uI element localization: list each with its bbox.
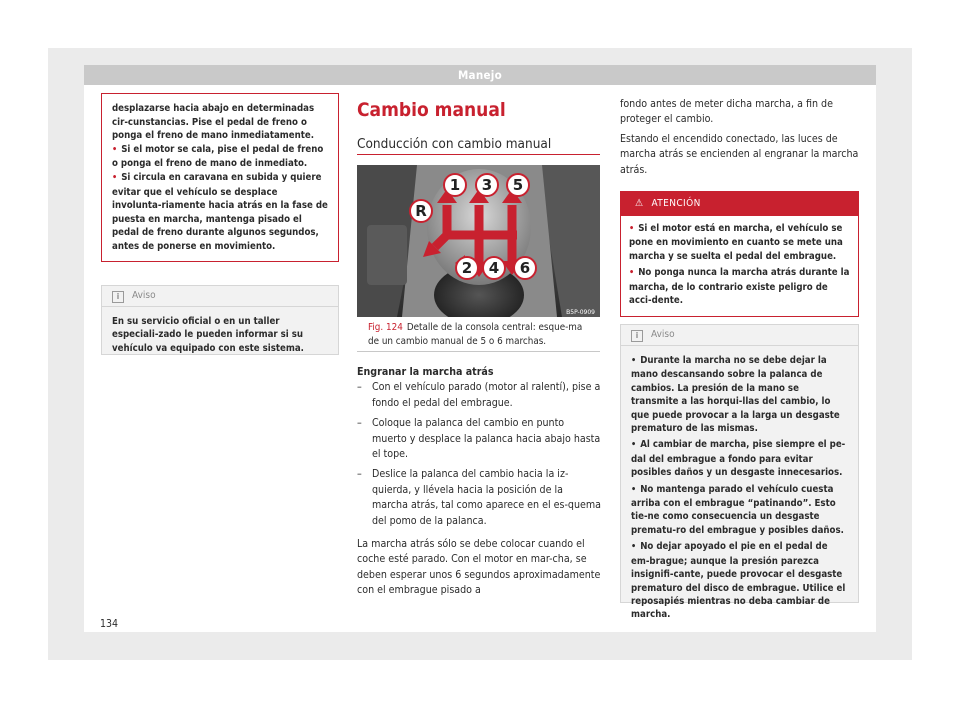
gear-label: 6 — [519, 259, 531, 277]
right-column-text — [620, 97, 860, 182]
gear-label: 1 — [449, 176, 461, 194]
figure-number: Fig. 124 — [368, 322, 403, 333]
section-subtitle: Conducción con cambio manual — [357, 136, 552, 152]
reverse-gear-section — [357, 365, 601, 599]
info-icon: i — [631, 330, 643, 342]
instruction-step: – Deslice la palanca del cambio hacia la iz-quierda, y llévela hacia la posición de la marcha atrás, tal como aparece en el es-quema del pomo de la palanca. — [357, 468, 602, 527]
bullet-icon: • — [631, 484, 637, 495]
warning-bullet-item: • Si el motor está en marcha, el vehículo se pone en movimiento en cuanto se mete una marcha y se suelta el pedal del embrague. — [629, 223, 843, 262]
bullet-icon: • — [631, 542, 637, 553]
aviso-note-body — [621, 346, 858, 633]
bullet-icon: • — [112, 144, 118, 155]
instruction-step: – Coloque la palanca del cambio en punto muerto y desplace la palanca hacia abajo hasta el tope. — [357, 417, 601, 461]
figure-caption: Fig. 124 Detalle de la consola central: esque-ma de un cambio manual de 5 o 6 marchas. — [368, 322, 583, 347]
gear-label: 4 — [488, 259, 500, 277]
body-paragraph: La marcha atrás sólo se debe colocar cuando el coche esté parado. Con el motor en mar-cha, se deben esperar unos 6 segundos aproximadamente con el embrague pisado a — [357, 538, 601, 597]
aviso-note-box — [620, 324, 859, 621]
section-header: Manejo — [84, 65, 876, 85]
info-icon: i — [112, 291, 124, 303]
reverse-gear-heading: Engranar la marcha atrás — [357, 366, 494, 378]
bullet-icon: • — [112, 172, 118, 183]
gear-shift-figure — [357, 165, 600, 317]
aviso-note-header: i Aviso — [102, 286, 338, 307]
warning-paragraph: desplazarse hacia abajo en determinadas cir-cunstancias. Pise el pedal de freno o ponga el freno de mano inmediatamente. — [112, 103, 315, 142]
aviso-note-body: En su servicio oficial o en un taller especiali-zado le pueden informar si su vehículo va equipado con este sistema. — [112, 316, 304, 354]
aviso-note-header: i Aviso — [621, 325, 858, 346]
bullet-icon: • — [631, 440, 637, 451]
aviso-note-box — [101, 285, 339, 355]
atencion-header: ⚠ ATENCIÓN — [621, 192, 858, 216]
warning-continuation-box — [101, 93, 339, 262]
bullet-icon: • — [629, 268, 635, 279]
caption-divider — [357, 351, 600, 352]
figure-code: B5P-0909 — [566, 309, 595, 316]
note-bullet-item: • Durante la marcha no se debe dejar la mano descansando sobre la palanca de cambios. La presión de la mano se transmite a las horqui-llas del cambio, lo que puede provocar a la larga un desgaste prematuro de las mismas. — [631, 355, 840, 435]
note-bullet-item: • Al cambiar de marcha, pise siempre el pe-dal del embrague a fondo para evitar posibles daños y un desgaste innecesarios. — [631, 439, 846, 479]
note-bullet-item: • No dejar apoyado el pie en el pedal de em-brague; aunque la presión parezca insignifi-cante, puede provocar el desgaste prematuro del disco de embrague. Utilice el reposapiés mientras no deba cambiar de marcha. — [631, 541, 846, 621]
gear-shift-illustration — [357, 165, 600, 317]
warning-bullet-item: • No ponga nunca la marcha atrás durante la marcha, de lo contrario existe peligro de acci-dente. — [629, 267, 850, 307]
body-paragraph: fondo antes de meter dicha marcha, a fin de proteger el cambio. — [620, 98, 833, 126]
atencion-warning-box — [620, 191, 859, 317]
gear-label: 3 — [481, 176, 493, 194]
gear-label: R — [415, 202, 427, 220]
gear-label: 2 — [461, 259, 473, 277]
page-title: Cambio manual — [357, 99, 506, 121]
bullet-icon: • — [629, 224, 635, 234]
instruction-step: – Con el vehículo parado (motor al ralentí), pise a fondo el pedal del embrague. — [357, 381, 601, 409]
gear-label: 5 — [512, 176, 524, 194]
warning-bullet-item: • Si circula en caravana en subida y quiere evitar que el vehículo se desplace involunta-riamente hacia atrás en la fase de puesta en marcha, mantenga pisado el pedal de freno durante algunos segundos, antes de ponerse en movimiento. — [112, 171, 328, 252]
bullet-icon: • — [631, 356, 637, 366]
subtitle-underline — [357, 154, 600, 155]
warning-icon: ⚠ — [635, 198, 644, 209]
note-bullet-item: • No mantenga parado el vehículo cuesta arriba con el embrague “patinando”. Esto tie-ne como consecuencia un desgaste prematu-ro del embrague y posibles daños. — [631, 483, 844, 536]
warning-bullet-item: • Si el motor se cala, pise el pedal de freno o ponga el freno de mano de inmediato. — [112, 143, 324, 170]
body-paragraph: Estando el encendido conectado, las luces de marcha atrás se encienden al engranar la marcha atrás. — [620, 132, 859, 176]
atencion-body — [621, 216, 858, 316]
page-number: 134 — [100, 618, 119, 630]
